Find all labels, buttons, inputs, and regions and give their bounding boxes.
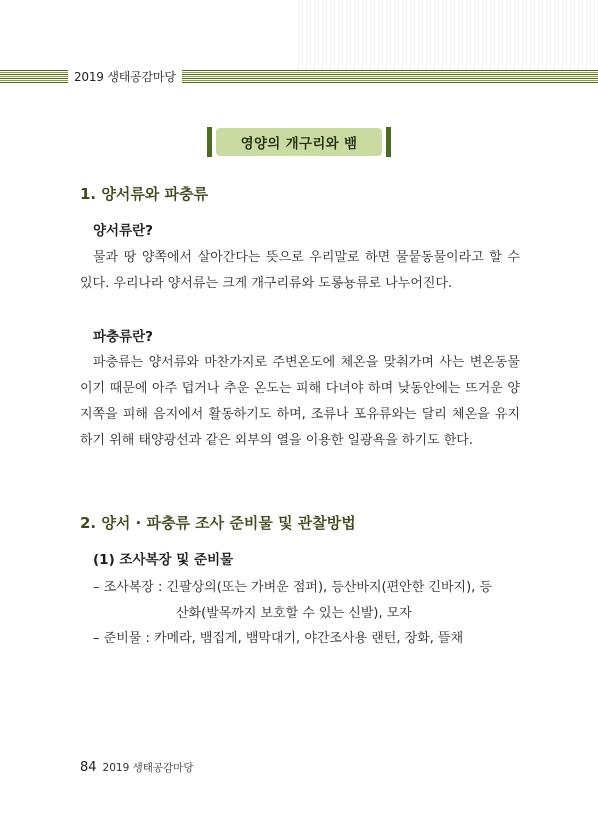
header-band xyxy=(0,70,598,83)
amphibian-text: 물과 땅 양쪽에서 살아간다는 뜻으로 우리말로 하면 물뭍동물이라고 할 수 있다. 우리나라 양서류는 크게 개구리류와 도롱뇽류로 나누어진다. xyxy=(80,250,520,291)
list-item-clothing-line2: 산화(발목까지 보호할 수 있는 신발), 모자 xyxy=(176,606,412,621)
page-footer xyxy=(80,760,193,775)
page-title-box xyxy=(207,127,391,157)
header-publication: 2019 생태공감마당 xyxy=(74,70,176,84)
list-item-clothing-line1: – 조사복장 : 긴팔상의(또는 가벼운 점퍼), 등산바지(편안한 긴바지), 등 xyxy=(93,580,492,595)
title-left-bar xyxy=(207,127,212,157)
title-right-bar xyxy=(386,127,391,157)
page-number: 84 xyxy=(80,760,97,775)
section2-sub1-heading: (1) 조사복장 및 준비물 xyxy=(93,552,234,568)
section1-sub1-heading: 양서류란? xyxy=(93,223,153,239)
footer-publication: 2019 생태공감마당 xyxy=(102,762,194,774)
page-title: 영양의 개구리와 뱀 xyxy=(240,136,358,152)
title-pill xyxy=(216,128,382,156)
list-item-supplies: – 준비물 : 카메라, 뱀집게, 뱀막대기, 야간조사용 랜턴, 장화, 뜰채 xyxy=(93,631,464,646)
header-label-box xyxy=(68,67,182,86)
section1-sub2-paragraph xyxy=(80,350,520,454)
section1-sub1-paragraph xyxy=(80,245,520,297)
header-decoration xyxy=(298,0,598,70)
reptile-text: 파충류는 양서류와 마찬가지로 주변온도에 체온을 맞춰가며 사는 변온동물이기 때문에 아주 덥거나 추운 온도는 피해 다녀야 하며 낮동안에는 뜨거운 양지쪽을 피해 음지에서 활동하기도 하며, 조류나 포유류와는 달리 체온을 유지하기 위해 태양광선과 같은 외부의 열을 이용한 일광욕을 하기도 한다. xyxy=(80,355,520,448)
section1-sub2-heading: 파충류란? xyxy=(93,329,153,345)
section2-heading: 2. 양서 · 파충류 조사 준비물 및 관찰방법 xyxy=(80,514,356,532)
section1-heading: 1. 양서류와 파충류 xyxy=(80,185,209,203)
